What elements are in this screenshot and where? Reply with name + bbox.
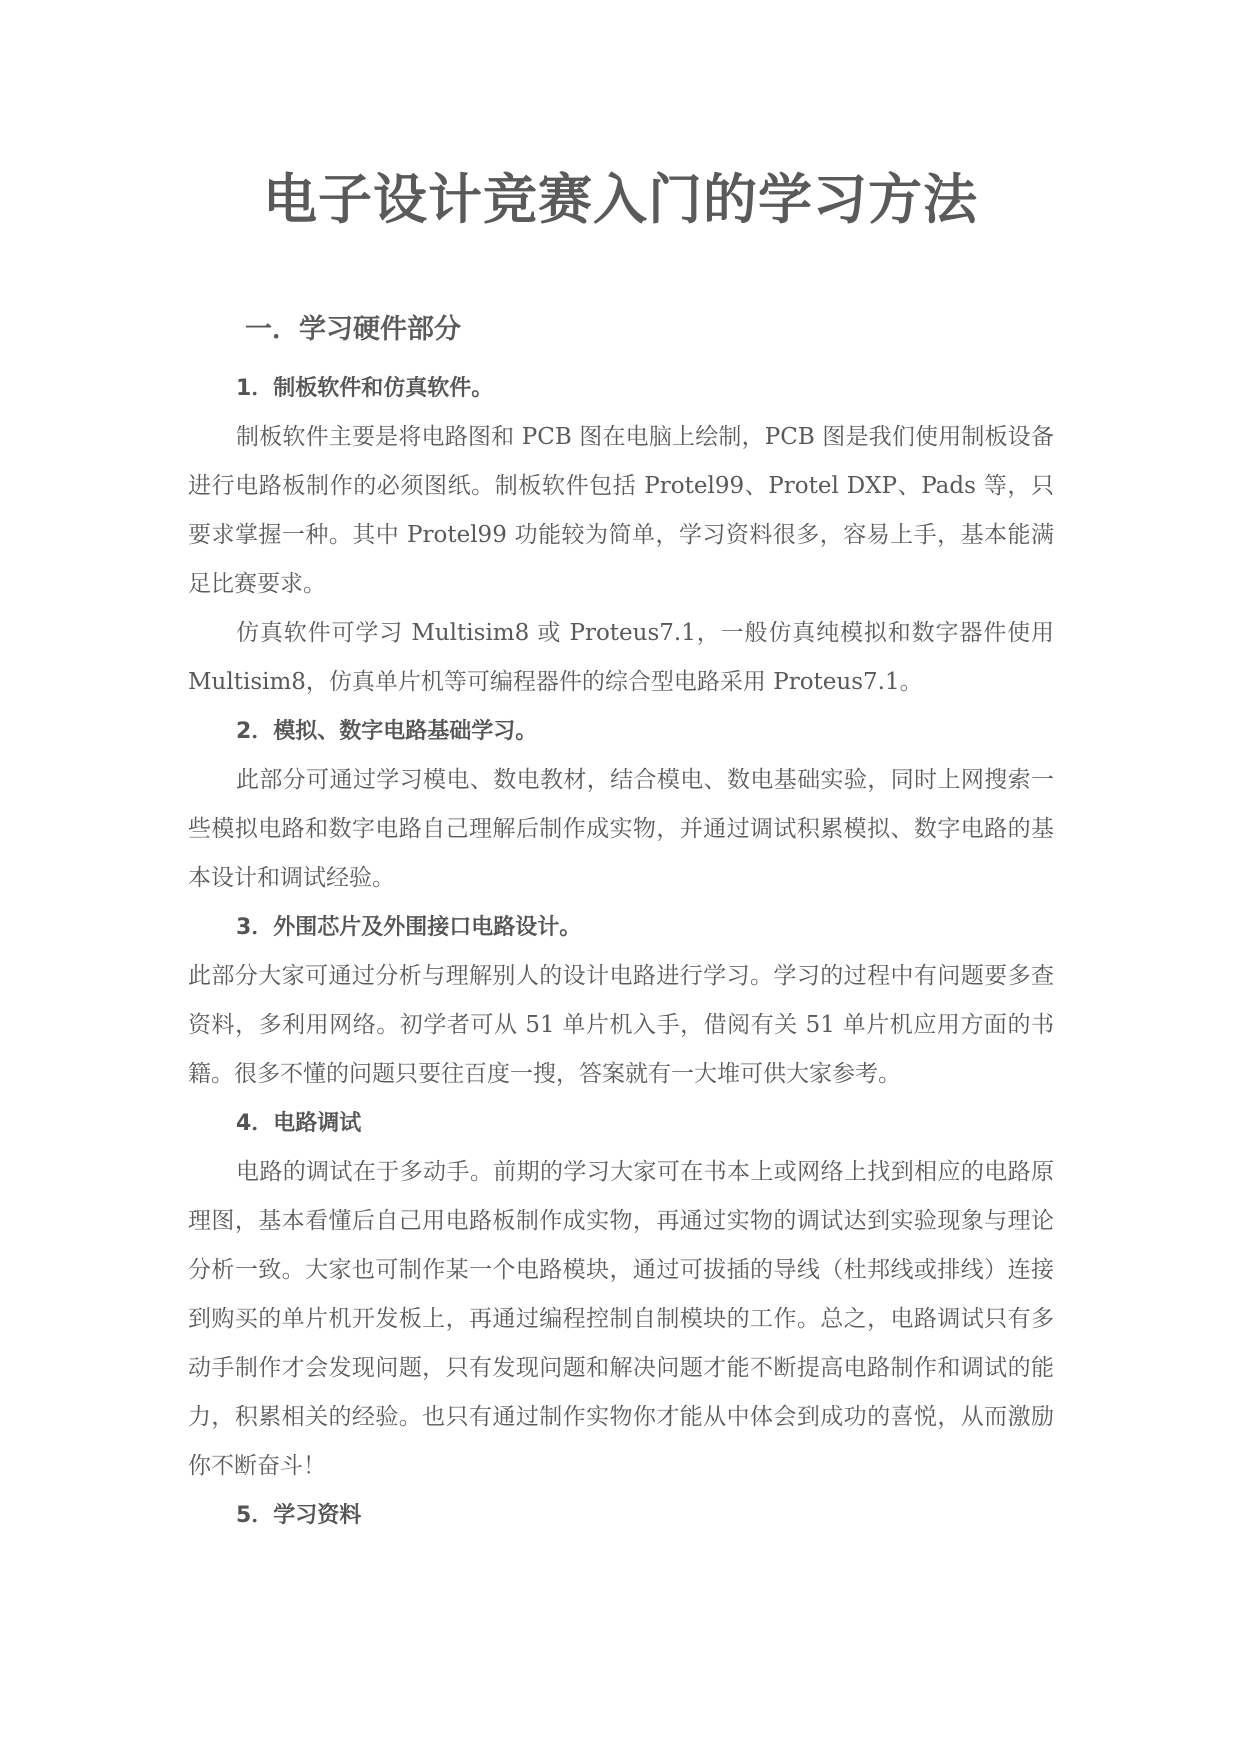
paragraph-circuit-debugging: 电路的调试在于多动手。前期的学习大家可在书本上或网络上找到相应的电路原理图，基本看懂后自己用电路板制作成实物，再通过实物的调试达到实验现象与理论分析一致。大家也可制作某一个电路模块，通过可拔插的导线（杜邦线或排线）连接到购买的单片机开发板上，再通过编程控制自制模块的工作。总之，电路调试只有多动手制作才会发现问题，只有发现问题和解决问题才能不断提高电路制作和调试的能力，积累相关的经验。也只有通过制作实物你才能从中体会到成功的喜悦，从而激励你不断奋斗！ [188, 1159, 1054, 1479]
paragraph-peripheral-circuits: 此部分大家可通过分析与理解别人的设计电路进行学习。学习的过程中有问题要多查资料，多利用网络。初学者可从 51 单片机入手，借阅有关 51 单片机应用方面的书籍。很多不懂的问题只要往百度一搜，答案就有一大堆可供大家参考。 [188, 963, 1054, 1087]
section-body [188, 364, 1054, 1540]
subheading-peripheral-circuits: 3．外围芯片及外围接口电路设计。 [236, 915, 582, 940]
document-title: 电子设计竞赛入门的学习方法 [263, 168, 978, 231]
paragraph-simulation-software: 仿真软件可学习 Multisim8 或 Proteus7.1，一般仿真纯模拟和数字器件使用 Multisim8，仿真单片机等可编程器件的综合型电路采用 Proteus7.1。 [188, 620, 1054, 695]
section-heading: 一．学习硬件部分 [245, 314, 461, 345]
paragraph-analog-digital: 此部分可通过学习模电、数电教材，结合模电、数电基础实验，同时上网搜索一些模拟电路和数字电路自己理解后制作成实物，并通过调试积累模拟、数字电路的基本设计和调试经验。 [188, 767, 1054, 891]
subheading-analog-digital: 2．模拟、数字电路基础学习。 [236, 719, 538, 744]
subheading-pcb-software: 1．制板软件和仿真软件。 [236, 376, 494, 401]
subheading-learning-materials: 5．学习资料 [236, 1503, 362, 1528]
subheading-circuit-debugging: 4．电路调试 [236, 1111, 362, 1136]
paragraph-pcb-software: 制板软件主要是将电路图和 PCB 图在电脑上绘制，PCB 图是我们使用制板设备进行电路板制作的必须图纸。制板软件包括 Protel99、Protel DXP、Pads 等，只要求掌握一种。其中 Protel99 功能较为简单，学习资料很多，容易上手，基本能满足比赛要求。 [188, 424, 1054, 597]
